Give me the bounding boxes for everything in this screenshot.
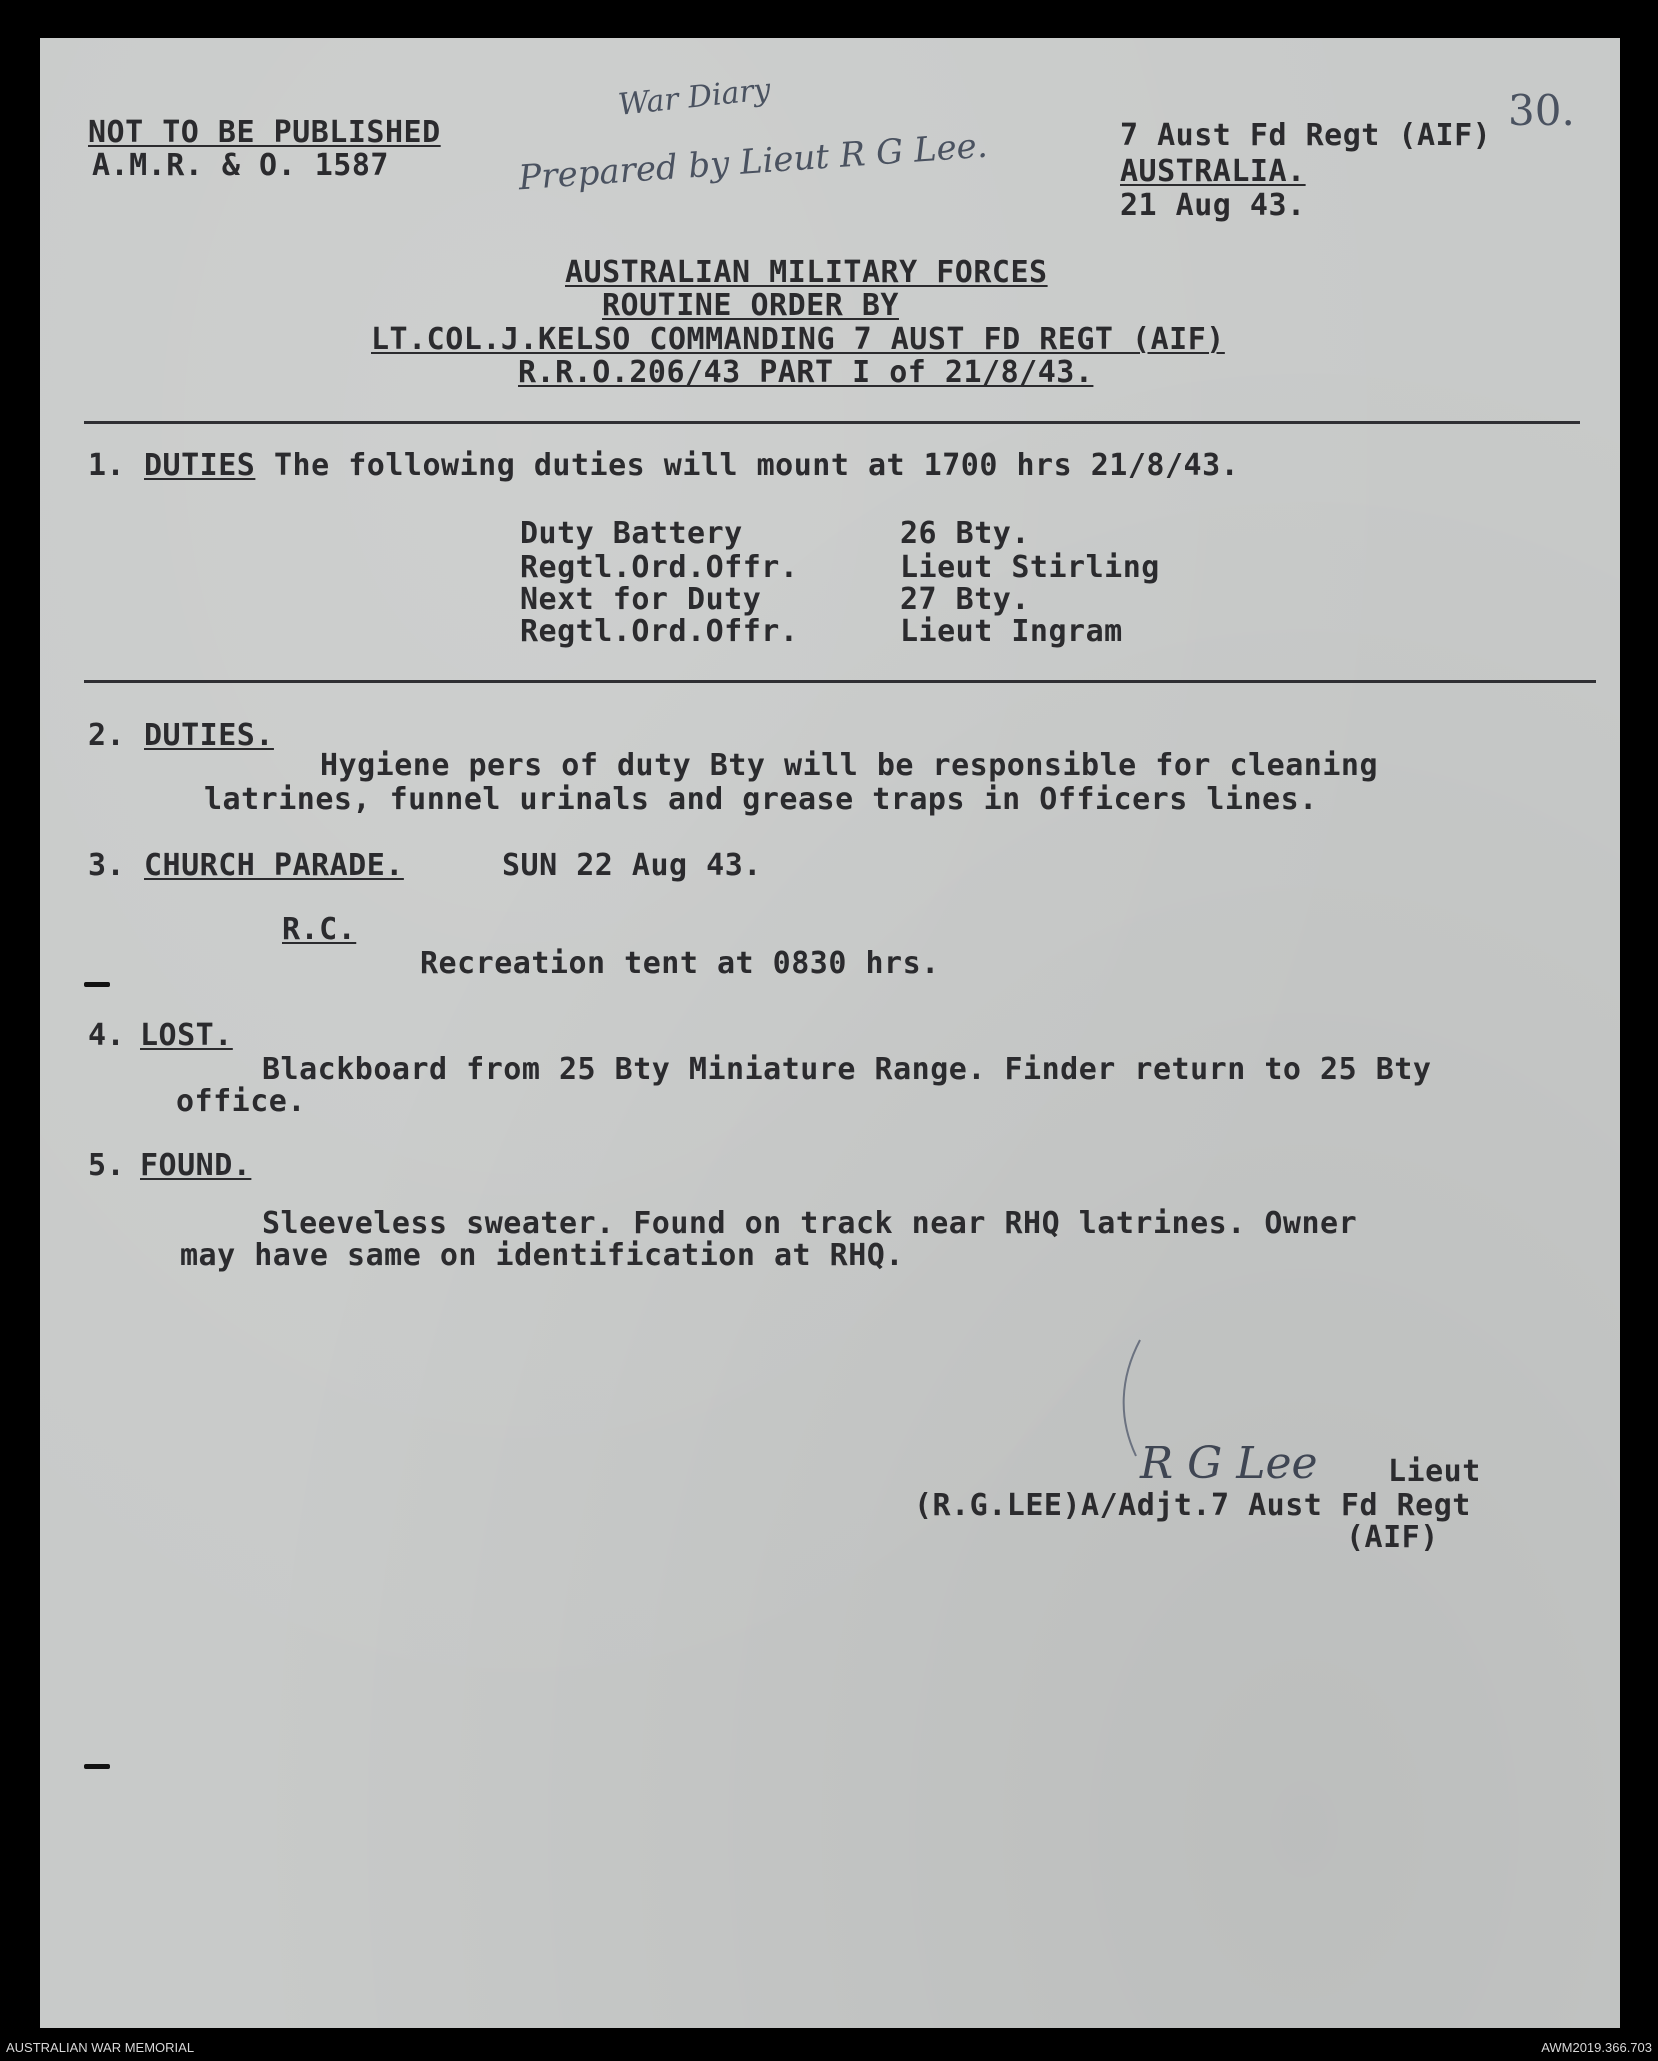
item-1-number: 1.	[88, 448, 126, 483]
duty-value: Lieut Ingram	[900, 614, 1123, 649]
signatory-title: (R.G.LEE)A/Adjt.7 Aust Fd Regt	[914, 1488, 1471, 1523]
divider-bottom	[84, 680, 1596, 683]
item-2-line-1: Hygiene pers of duty Bty will be responsible for cleaning	[320, 748, 1379, 783]
item-5-line-1: Sleeveless sweater. Found on track near RHQ latrines. Owner	[262, 1206, 1358, 1241]
title-order-number: R.R.O.206/43 PART I of 21/8/43.	[518, 355, 1094, 390]
country: AUSTRALIA.	[1120, 154, 1306, 189]
item-3-text: Recreation tent at 0830 hrs.	[420, 946, 940, 981]
document-date: 21 Aug 43.	[1120, 188, 1306, 223]
item-2-heading: DUTIES.	[144, 718, 274, 753]
divider-top	[84, 421, 1580, 424]
title-commanding: LT.COL.J.KELSO COMMANDING 7 AUST FD REGT (AIF)	[371, 322, 1225, 357]
item-1-heading: DUTIES	[144, 448, 256, 483]
item-5-number: 5.	[88, 1148, 126, 1183]
duty-role: Duty Battery	[520, 516, 743, 551]
document-page	[40, 38, 1620, 2028]
duty-role: Next for Duty	[520, 582, 762, 617]
duty-value: Lieut Stirling	[900, 550, 1160, 585]
item-1-text: The following duties will mount at 1700 hrs 21/8/43.	[274, 448, 1240, 483]
duty-value: 27 Bty.	[900, 582, 1030, 617]
item-3-number: 3.	[88, 848, 126, 883]
punch-hole-mark	[84, 1764, 110, 1769]
signature: R G Lee	[1140, 1438, 1318, 1489]
item-4-line-2: office.	[176, 1084, 306, 1119]
duty-role: Regtl.Ord.Offr.	[520, 550, 799, 585]
item-4-heading: LOST.	[140, 1018, 233, 1053]
footer-institution: AUSTRALIAN WAR MEMORIAL	[6, 2040, 195, 2055]
duty-role: Regtl.Ord.Offr.	[520, 614, 799, 649]
footer-accession-number: AWM2019.366.703	[1541, 2040, 1652, 2055]
title-routine-order: ROUTINE ORDER BY	[602, 288, 899, 323]
item-3-subheading: R.C.	[282, 912, 357, 947]
signatory-rank: Lieut	[1388, 1454, 1481, 1489]
item-2-number: 2.	[88, 718, 126, 753]
handwritten-page-number: 30.	[1508, 86, 1575, 135]
item-5-line-2: may have same on identification at RHQ.	[180, 1238, 904, 1273]
item-4-number: 4.	[88, 1018, 126, 1053]
item-3-heading: CHURCH PARADE.	[144, 848, 404, 883]
not-published-label: NOT TO BE PUBLISHED	[88, 115, 441, 150]
title-forces: AUSTRALIAN MILITARY FORCES	[565, 255, 1048, 290]
handwritten-war-diary: War Diary	[616, 72, 773, 123]
handwritten-prepared-by: Prepared by Lieut R G Lee.	[517, 125, 989, 199]
item-2-line-2: latrines, funnel urinals and grease traps in Officers lines.	[204, 782, 1318, 817]
item-5-heading: FOUND.	[140, 1148, 252, 1183]
signatory-unit: (AIF)	[1346, 1520, 1439, 1555]
item-4-line-1: Blackboard from 25 Bty Miniature Range. Finder return to 25 Bty	[262, 1052, 1432, 1087]
item-3-date: SUN 22 Aug 43.	[502, 848, 762, 883]
unit-name: 7 Aust Fd Regt (AIF)	[1120, 118, 1492, 153]
amr-reference: A.M.R. & O. 1587	[92, 148, 389, 183]
punch-hole-mark	[84, 982, 110, 987]
duty-value: 26 Bty.	[900, 516, 1030, 551]
